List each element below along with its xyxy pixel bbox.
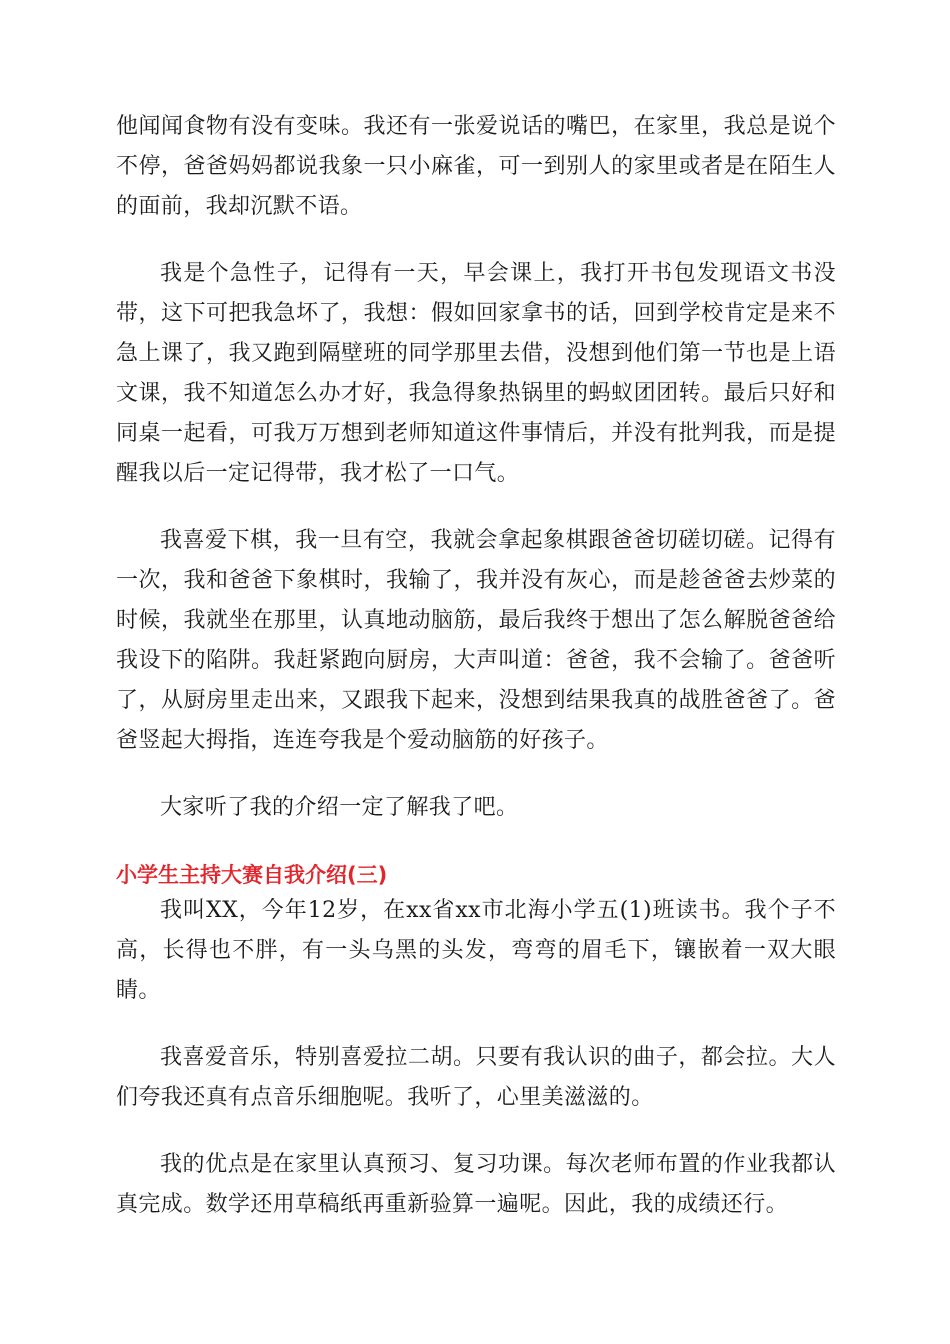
paragraph: 我喜爱音乐，特别喜爱拉二胡。只要有我认识的曲子，都会拉。大人们夸我还真有点音乐细胞呢。我听了，心里美滋滋的。: [116, 1045, 836, 1110]
paragraph: 我叫XX，今年12岁，在xx省xx市北海小学五(1)班读书。我个子不高，长得也不胖，有一头乌黑的头发，弯弯的眉毛下，镶嵌着一双大眼睛。: [116, 898, 836, 1003]
paragraph: 我喜爱下棋，我一旦有空，我就会拿起象棋跟爸爸切磋切磋。记得有一次，我和爸爸下象棋时，我输了，我并没有灰心，而是趁爸爸去炒菜的时候，我就坐在那里，认真地动脑筋，最后我终于想出了怎么解脱爸爸给我设下的陷阱。我赶紧跑向厨房，大声叫道：爸爸，我不会输了。爸爸听了，从厨房里走出来，又跟我下起来，没想到结果我真的战胜爸爸了。爸爸竖起大拇指，连连夸我是个爱动脑筋的好孩子。: [116, 528, 836, 753]
paragraph: 大家听了我的介绍一定了解我了吧。: [160, 795, 519, 820]
paragraph: 我是个急性子，记得有一天，早会课上，我打开书包发现语文书没带，这下可把我急坏了，我想：假如回家拿书的话，回到学校肯定是来不急上课了，我又跑到隔壁班的同学那里去借，没想到他们第一节也是上语文课，我不知道怎么办才好，我急得象热锅里的蚂蚁团团转。最后只好和同桌一起看，可我万万想到老师知道这件事情后，并没有批判我，而是提醒我以后一定记得带，我才松了一口气。: [116, 261, 836, 486]
paragraph-continued: 他闻闻食物有没有变味。我还有一张爱说话的嘴巴，在家里，我总是说个不停，爸爸妈妈都说我象一只小麻雀，可一到别人的家里或者是在陌生人的面前，我却沉默不语。: [116, 114, 836, 219]
document-body: [116, 107, 836, 1252]
paragraph: 我的优点是在家里认真预习、复习功课。每次老师布置的作业我都认真完成。数学还用草稿纸再重新验算一遍呢。因此，我的成绩还行。: [116, 1152, 836, 1217]
section-heading: 小学生主持大赛自我介绍(三): [116, 863, 388, 887]
